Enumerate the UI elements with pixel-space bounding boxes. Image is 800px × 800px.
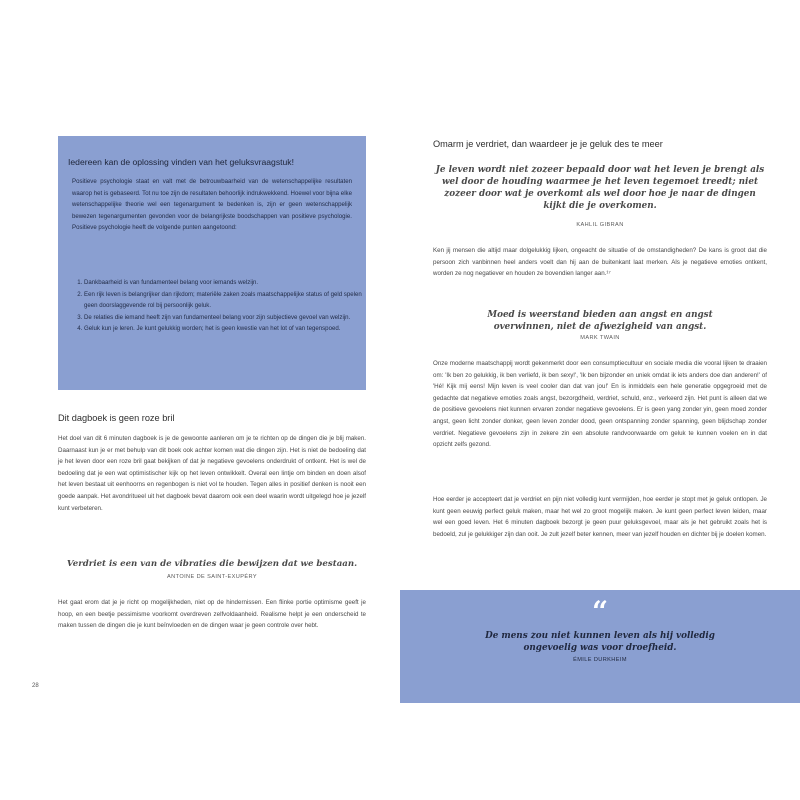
page-number: 28 <box>32 683 39 689</box>
quote-text: De mens zou niet kunnen leven als hij volledig ongevoelig was voor droefheid. <box>485 631 715 653</box>
info-box-body: Positieve psychologie staat en valt met de betrouwbaarheid van de wetenschappelijke resultaten waarop het is gebaseerd. Tot nu toe zijn de resultaten behoorlijk indrukwekkend. Hoewel voor bijna elke wetenschappelijke theorie wel een tegenargument te bedenken is, zijn er geen wetenschappelijk bewezen tegenargumenten gevonden voor de belangrijkste boodschappen van positieve psychologie. Positieve psychologie heeft de volgende punten aangetoond: <box>72 178 352 232</box>
paragraph: Ken jij mensen die altijd maar dolgelukkig lijken, ongeacht de situatie of de omstandigheden? De kans is groot dat die persoon zich vanbinnen heel anders voelt dan hij aan de buitenkant laat merken. Als je negatieve emoties ontkent, worden ze nog negatiever en houden ze bovendien langer aan.¹⁷ <box>433 247 767 278</box>
quote-author: KAHLIL GIBRAN <box>576 222 624 228</box>
info-box-list <box>72 277 366 335</box>
list-item: 1. Dankbaarheid is van fundamenteel belang voor iemands welzijn. <box>84 277 366 289</box>
quote-author: MARK TWAIN <box>580 335 620 341</box>
paragraph: Onze moderne maatschappij wordt gekenmerkt door een consumptiecultuur en sociale media die vooral lijken te draaien om: 'Ik ben zo gelukkig, ik ben verliefd, ik ben sexy!', 'Ik ben bijzonder en uniek omdat ik iets anders doe dan anderen!' of 'Hé! Kijk mij eens! Mijn leven is veel cooler dan dat van jou!' En is inmiddels een hele generatie opgegroeid met de gedachte dat negatieve emoties zoals angst, bezorgdheid, verdriet, schuld, enz., verkeerd zijn. Het punt is alleen dat we de positieve gevoelens niet kunnen ervaren zonder negatieve gevoelens. Er is geen yang zonder yin, geen moed zonder angst, geen licht zonder donker, geen leven zonder dood, geen ontspanning zonder spanning, geen blijdschap zonder verdriet. Negatieve gevoelens zijn in zekere zin een absolute randvoorwaarde om geluk te kunnen voelen en in dat opzicht zelfs gezond. <box>433 360 767 449</box>
quote-author: ÉMILE DURKHEIM <box>573 657 627 663</box>
quote-box <box>400 590 800 703</box>
quote-mark-icon: “ <box>591 595 609 628</box>
info-box <box>58 136 366 390</box>
list-item: 2. Een rijk leven is belangrijker dan rijkdom; materiële zaken zoals maatschappelijke status of geld spelen geen doorslaggevende rol bij persoonlijk geluk. <box>84 289 366 312</box>
paragraph: Hoe eerder je accepteert dat je verdriet en pijn niet volledig kunt vermijden, hoe eerder je stopt met je geluk ontlopen. Je kunt geen eeuwig perfect geluk maken, maar het wel zo groot mogelijk maken. Je kunt geen perfect leven leiden, maar wel een goed leven. Het 6 minuten dagboek bezorgt je geen puur geluksgevoel, maar als je het gebruikt zoals het is bedoeld, zul je gelukkiger zijn dan ooit. Je zult jezelf beter kennen, meer van jezelf houden en dichter bij je doelen komen. <box>433 496 767 538</box>
paragraph: Het gaat erom dat je je richt op mogelijkheden, niet op de hindernissen. Een flinke portie optimisme geeft je hoop, en een beetje pessimisme voorkomt overdreven zelfvoldaanheid. Realisme helpt je een onderscheid te maken tussen de dingen die je kunt beïnvloeden en de dingen waar je geen controle over hebt. <box>58 599 366 630</box>
section-heading: Dit dagboek is geen roze bril <box>58 413 175 423</box>
quote-text: Moed is weerstand bieden aan angst en angst overwinnen, niet de afwezigheid van angst. <box>487 310 713 332</box>
list-item: 4. Geluk kun je leren. Je kunt gelukkig worden; het is geen kwestie van het lot of van tegenspoed. <box>84 323 366 335</box>
quote-text: Verdriet is een van de vibraties die bewijzen dat we bestaan. <box>66 559 358 569</box>
quote-text: Je leven wordt niet zozeer bepaald door wat het leven je brengt als wel door de houding waarmee je het leven tegemoet treedt; niet zozeer door wat je overkomt als wel door hoe je naar de dingen kijkt die je overkomen. <box>435 165 765 211</box>
list-item: 3. De relaties die iemand heeft zijn van fundamenteel belang voor zijn subjectieve gevoel van welzijn. <box>84 312 366 324</box>
section-heading: Omarm je verdriet, dan waardeer je je geluk des te meer <box>433 139 663 149</box>
paragraph: Het doel van dit 6 minuten dagboek is je de gewoonte aanleren om je te richten op de dingen die je blij maken. Daarnaast kun je er met behulp van dit boek ook achter komen wat die dingen zijn. Het is niet de bedoeling dat je het leven door een roze bril gaat bekijken of dat je negatieve gevoelens onderdrukt of ontkent. Het is wel de bedoeling dat je een wat optimistischer kijk op het leven ontwikkelt. Overal een lintje om binden en doen alsof het leven bestaat uit eenhoorns en regenbogen is niet vol te houden. Tegen alles in positief denken is nooit een goede aanpak. Het avondritueel uit het dagboek bevat daarom ook een deel waarin wordt uitgelegd hoe je jezelf kunt verbeteren. <box>58 435 366 512</box>
quote-author: ANTOINE DE SAINT-EXUPÉRY <box>167 574 257 580</box>
info-box-title: Iedereen kan de oplossing vinden van het geluksvraagstuk! <box>68 157 294 167</box>
